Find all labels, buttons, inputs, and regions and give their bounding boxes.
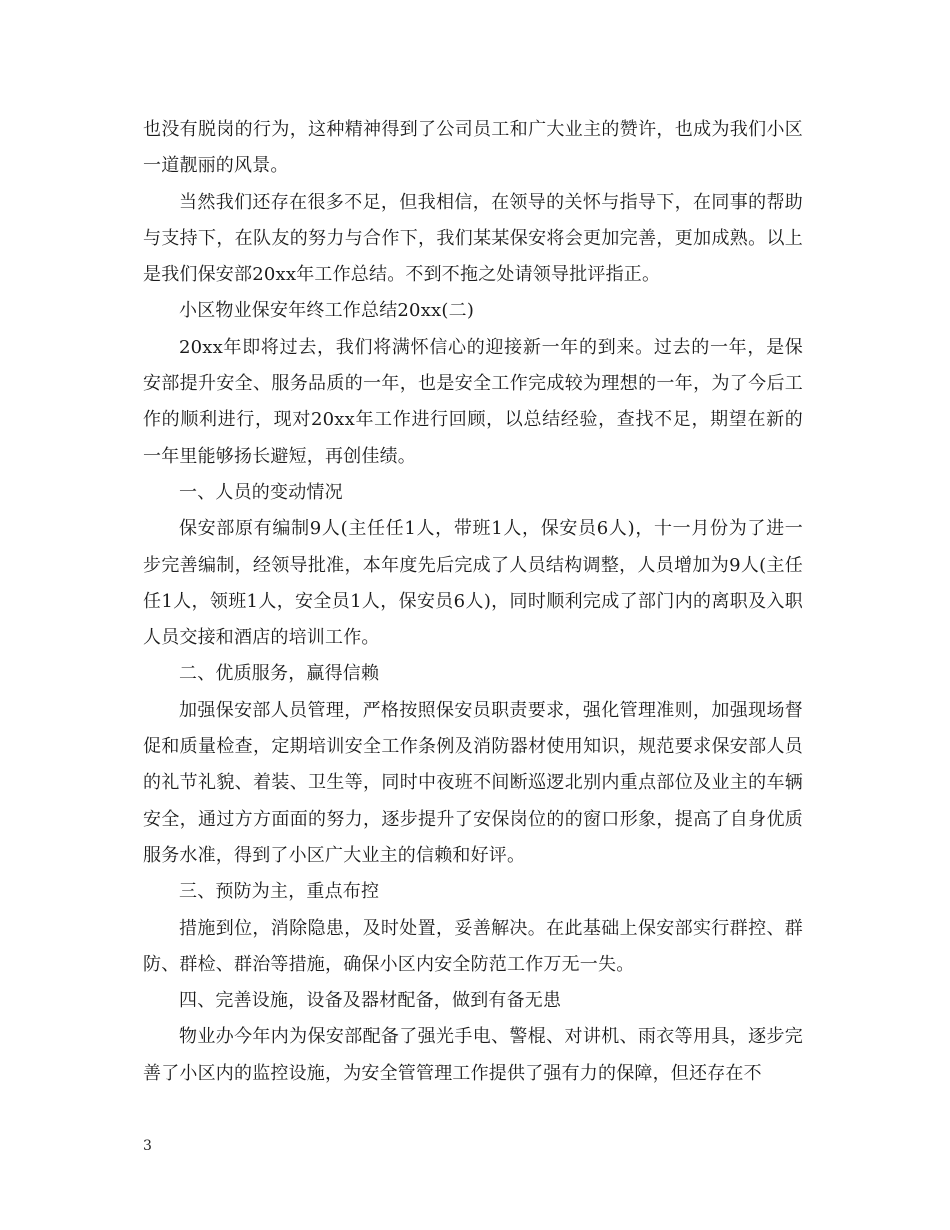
paragraph: 措施到位，消除隐患，及时处置，妥善解决。在此基础上保安部实行群控、群防、群检、群治等措施，确保小区内安全防范工作万无一失。: [143, 917, 803, 975]
paragraph: 保安部原有编制9人(主任任1人，带班1人，保安员6人)，十一月份为了进一步完善编制，经领导批准，本年度先后完成了人员结构调整，人员增加为9人(主任任1人，领班1人，安全员1人，保安员6人)，同时顺利完成了部门内的离职及入职人员交接和酒店的培训工作。: [143, 518, 803, 649]
document-body: [143, 112, 803, 1092]
section-heading: 一、人员的变动情况: [179, 481, 343, 503]
section-heading: 四、完善设施，设备及器材配备，做到有备无患: [179, 990, 562, 1012]
paragraph: 20xx年即将过去，我们将满怀信心的迎接新一年的到来。过去的一年，是保安部提升安全、服务品质的一年，也是安全工作完成较为理想的一年，为了今后工作的顺利进行，现对20xx年工作进行回顾，以总结经验，查找不足，期望在新的一年里能够扬长避短，再创佳绩。: [143, 336, 803, 467]
section-title: 小区物业保安年终工作总结20xx(二): [179, 300, 475, 322]
paragraph: 物业办今年内为保安部配备了强光手电、警棍、对讲机、雨衣等用具，逐步完善了小区内的监控设施，为安全管管理工作提供了强有力的保障，但还存在不: [143, 1026, 803, 1084]
section-heading: 二、优质服务，赢得信赖: [179, 663, 380, 685]
page-number: 3: [143, 1138, 152, 1154]
paragraph: 也没有脱岗的行为，这种精神得到了公司员工和广大业主的赞许，也成为我们小区一道靓丽的风景。: [143, 119, 803, 177]
section-heading: 三、预防为主，重点布控: [179, 881, 380, 903]
paragraph: 当然我们还存在很多不足，但我相信，在领导的关怀与指导下，在同事的帮助与支持下，在队友的努力与合作下，我们某某保安将会更加完善，更加成熟。以上是我们保安部20xx年工作总结。不到不拖之处请领导批评指正。: [143, 191, 803, 286]
paragraph: 加强保安部人员管理，严格按照保安员职责要求，强化管理准则，加强现场督促和质量检查，定期培训安全工作条例及消防器材使用知识，规范要求保安部人员的礼节礼貌、着装、卫生等，同时中夜班不间断巡逻北别内重点部位及业主的车辆安全，通过方方面面的努力，逐步提升了安保岗位的的窗口形象，提高了自身优质服务水准，得到了小区广大业主的信赖和好评。: [143, 699, 803, 866]
